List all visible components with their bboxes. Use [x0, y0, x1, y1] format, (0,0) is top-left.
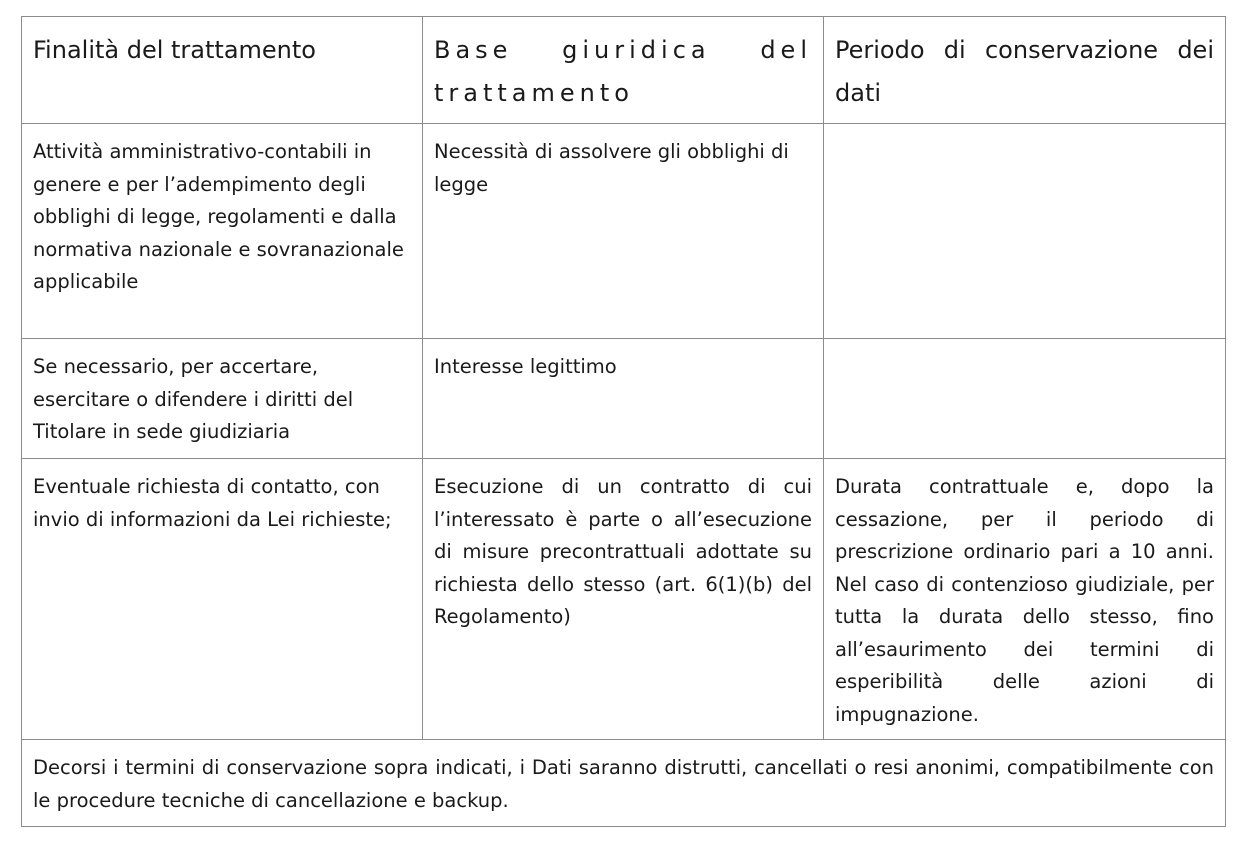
- table-row: [22, 339, 1226, 459]
- table-footer-row: [22, 740, 1226, 827]
- cell-purpose: Se necessario, per accertare, esercitare o difendere i diritti del Titolare in sede giudiziaria: [22, 339, 423, 459]
- cell-legal-basis: Necessità di assolvere gli obblighi di legge: [423, 124, 824, 339]
- cell-purpose: Eventuale richiesta di contatto, con invio di informazioni da Lei richieste;: [22, 459, 423, 740]
- cell-retention: Durata contrattuale e, dopo la cessazione, per il periodo di prescrizione ordinario pari a 10 anni. Nel caso di contenzioso giudiziale, per tutta la durata dello stesso, fino all’esaurimento dei termini di esperibilità delle azioni di impugnazione.: [824, 459, 1226, 740]
- header-legal-basis: Base giuridica del trattamento: [423, 17, 824, 124]
- data-retention-table: [21, 16, 1226, 827]
- footer-note: Decorsi i termini di conservazione sopra indicati, i Dati saranno distrutti, cancellati o resi anonimi, compatibilmente con le procedure tecniche di cancellazione e backup.: [22, 740, 1226, 827]
- cell-purpose: Attività amministrativo-contabili in genere e per l’adempimento degli obblighi di legge, regolamenti e dalla normativa nazionale e sovranazionale applicabile: [22, 124, 423, 339]
- cell-legal-basis: Esecuzione di un contratto di cui l’interessato è parte o all’esecuzione di misure precontrattuali adottate su richiesta dello stesso (art. 6(1)(b) del Regolamento): [423, 459, 824, 740]
- cell-legal-basis: Interesse legittimo: [423, 339, 824, 459]
- table-header-row: [22, 17, 1226, 124]
- table-row: [22, 459, 1226, 740]
- header-retention-period: Periodo di conservazione dei dati: [824, 17, 1226, 124]
- header-purpose: Finalità del trattamento: [22, 17, 423, 124]
- cell-retention: [824, 124, 1226, 339]
- cell-retention: [824, 339, 1226, 459]
- table-row: [22, 124, 1226, 339]
